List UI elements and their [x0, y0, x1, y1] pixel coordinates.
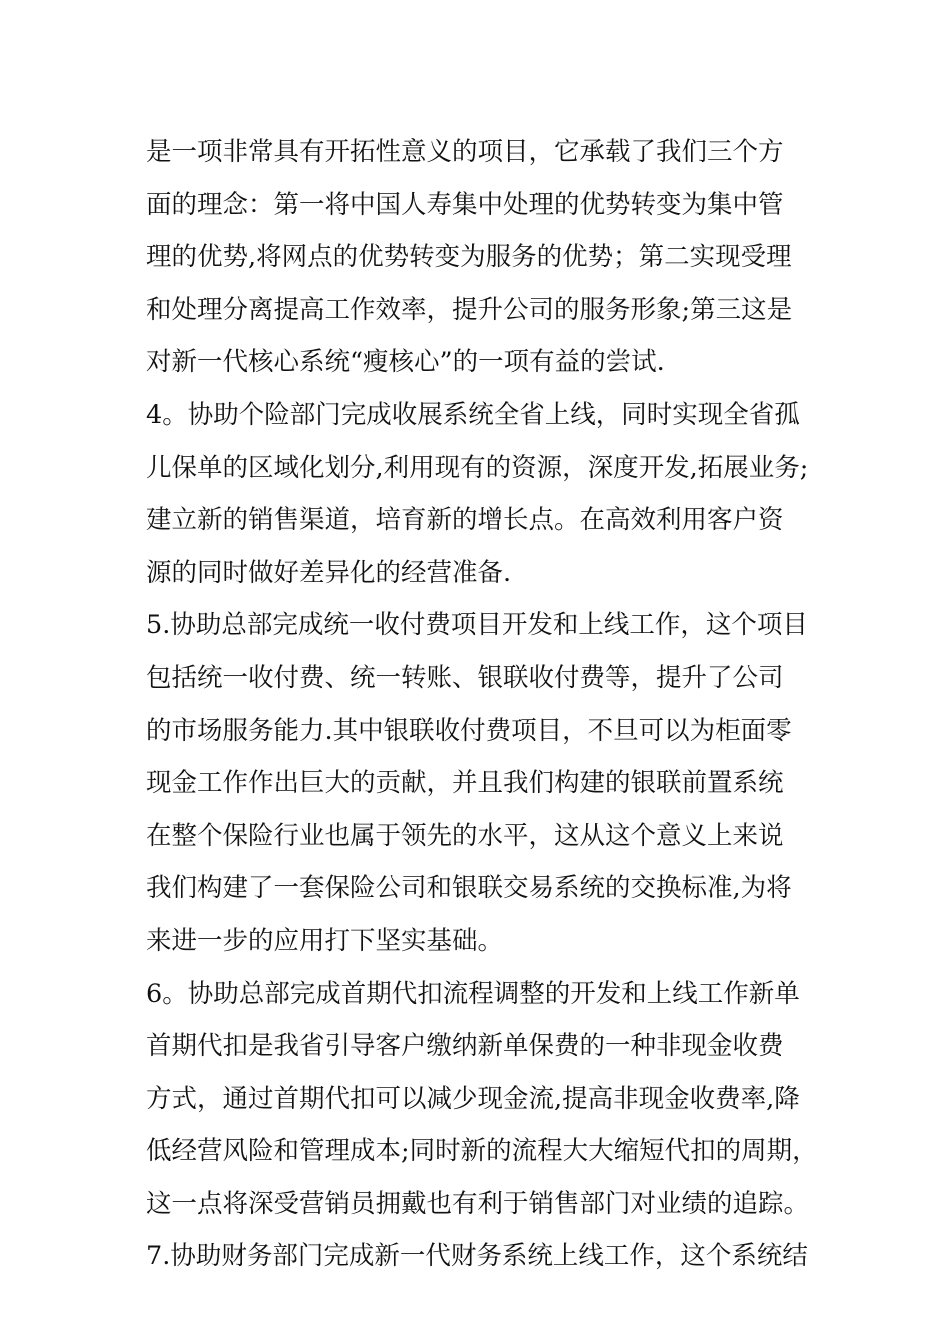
text-line: 对新一代核心系统“瘦核心”的一项有益的尝试. — [146, 347, 665, 378]
text-line: 来进一步的应用打下坚实基础。 — [146, 925, 504, 956]
text-line: 在整个保险行业也属于领先的水平，这从这个意义上来说 — [146, 820, 784, 851]
text-line: 儿保单的区域化划分,利用现有的资源，深度开发,拓展业务; — [146, 452, 809, 483]
text-line: 现金工作作出巨大的贡献，并且我们构建的银联前置系统 — [146, 768, 784, 799]
text-line: 这一点将深受营销员拥戴也有利于销售部门对业绩的追踪。 — [146, 1188, 810, 1219]
text-line: 首期代扣是我省引导客户缴纳新单保费的一种非现金收费 — [146, 1031, 784, 1062]
text-line: 建立新的销售渠道，培育新的增长点。在高效利用客户资 — [146, 505, 784, 536]
text-line: 是一项非常具有开拓性意义的项目，它承载了我们三个方 — [146, 137, 784, 167]
text-line: 理的优势,将网点的优势转变为服务的优势；第二实现受理 — [146, 242, 792, 273]
body-text — [146, 126, 826, 1283]
text-line: 方式，通过首期代扣可以减少现金流,提高非现金收费率,降 — [146, 1083, 800, 1114]
text-line: 我们构建了一套保险公司和银联交易系统的交换标准,为将 — [146, 873, 792, 904]
text-line: 6。协助总部完成首期代扣流程调整的开发和上线工作新单 — [146, 978, 800, 1009]
text-line: 源的同时做好差异化的经营准备. — [146, 557, 512, 588]
text-line: 5.协助总部完成统一收付费项目开发和上线工作，这个项目 — [146, 610, 808, 641]
text-line: 和处理分离提高工作效率，提升公司的服务形象;第三这是 — [146, 294, 793, 325]
text-line: 低经营风险和管理成本;同时新的流程大大缩短代扣的周期， — [146, 1136, 818, 1167]
text-line: 包括统一收付费、统一转账、银联收付费等，提升了公司 — [146, 662, 784, 693]
text-line: 7.协助财务部门完成新一代财务系统上线工作，这个系统结 — [146, 1241, 808, 1272]
text-line: 4。协助个险部门完成收展系统全省上线，同时实现全省孤 — [146, 399, 800, 430]
text-line: 面的理念：第一将中国人寿集中处理的优势转变为集中管 — [146, 189, 784, 220]
text-line: 的市场服务能力.其中银联收付费项目，不旦可以为柜面零 — [146, 715, 792, 746]
